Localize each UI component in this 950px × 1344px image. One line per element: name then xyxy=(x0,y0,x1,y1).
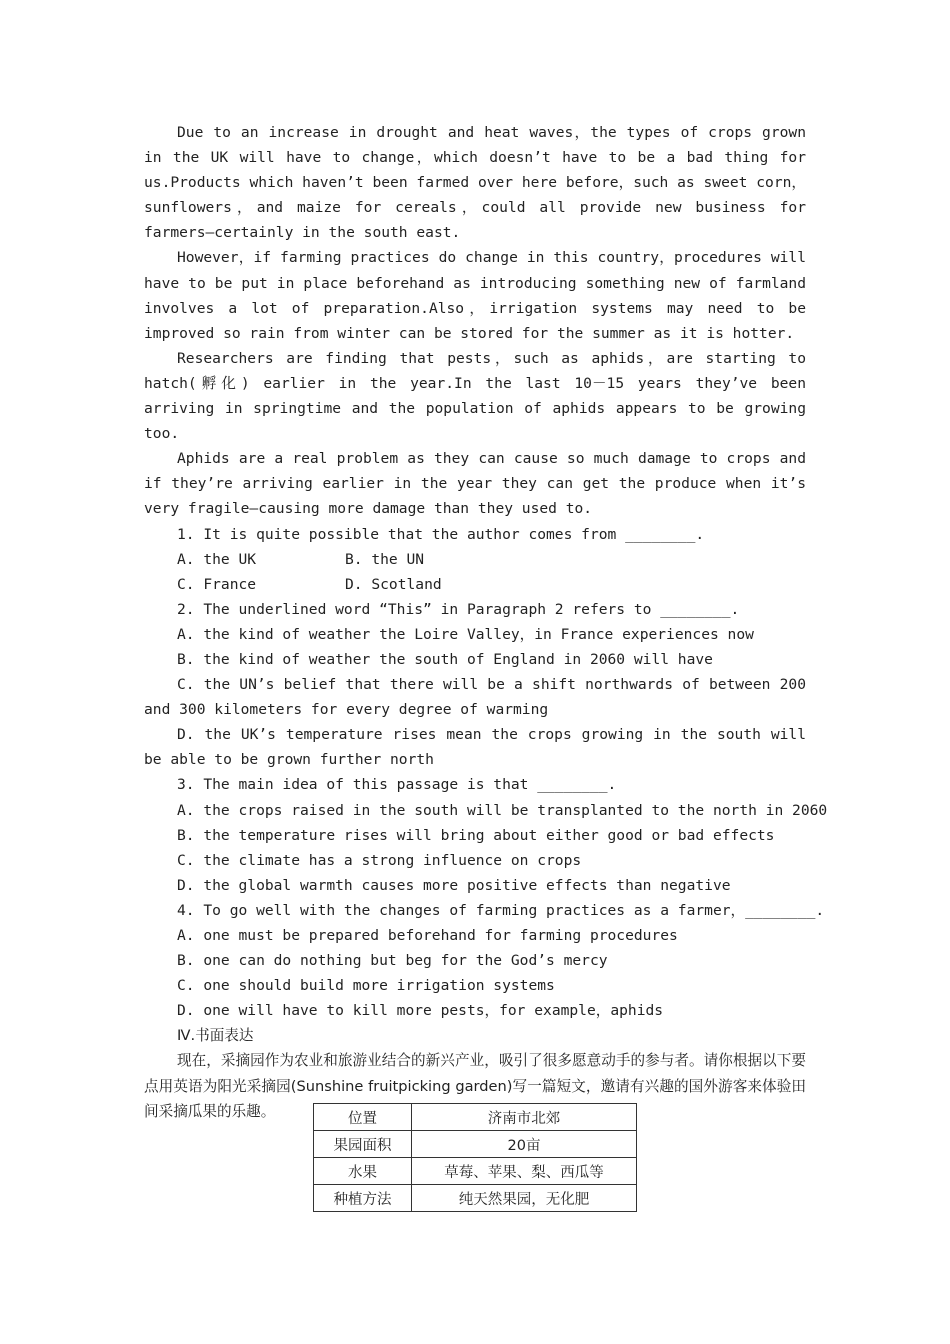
passage-paragraph-1: Due to an increase in drought and heat waves，the types of crops grown in the UK will have to change，which doesn’t have to be a bad thing for us.Products which haven’t been farmed over here before，such as sweet corn，sunflowers，and maize for cereals，could all provide new business for farmers—certainly in the south east. xyxy=(144,124,806,242)
table-key-location: 位置 xyxy=(314,1104,412,1131)
table-key-area: 果园面积 xyxy=(314,1131,412,1158)
question-4-option-d: D. one will have to kill more pests，for example，aphids xyxy=(177,1002,664,1020)
table-row xyxy=(314,1185,637,1212)
question-1-option-a: A. the UK xyxy=(177,550,257,568)
question-1-option-b: B. the UN xyxy=(345,550,425,568)
table-row xyxy=(314,1131,637,1158)
passage-paragraph-3: Researchers are finding that pests，such as aphids，are starting to hatch(孵化) earlier in the year.In the last 10－15 years they’ve been arriving in springtime and the population of aphids appears to be growing too. xyxy=(144,349,806,443)
question-2-option-a: A. the kind of weather the Loire Valley，in France experiences now xyxy=(177,625,754,643)
question-2-option-c: C. the UN’s belief that there will be a shift northwards of between 200 and 300 kilometers for every degree of warming xyxy=(144,676,806,719)
question-2-stem: 2. The underlined word “This” in Paragraph 2 refers to ________. xyxy=(177,600,740,618)
table-row xyxy=(314,1104,637,1131)
table-value-fruit: 草莓、苹果、梨、西瓜等 xyxy=(412,1158,637,1185)
question-2-option-b: B. the kind of weather the south of England in 2060 will have xyxy=(177,650,713,668)
question-2-option-d: D. the UK’s temperature rises mean the crops growing in the south will be able to be grown further north xyxy=(144,726,806,769)
writing-prompt: 现在，采摘园作为农业和旅游业结合的新兴产业，吸引了很多愿意动手的参与者。请你根据以下要点用英语为阳光采摘园(Sunshine fruitpicking garden)写一篇短文，邀请有兴趣的国外游客来体验田间采摘瓜果的乐趣。 xyxy=(144,1052,806,1120)
question-1-option-d: D. Scotland xyxy=(345,575,442,593)
writing-heading: Ⅳ.书面表达 xyxy=(177,1027,254,1045)
passage-paragraph-4: Aphids are a real problem as they can cause so much damage to crops and if they’re arriving earlier in the year they can get the produce when it’s very fragile—causing more damage than they used to. xyxy=(144,450,806,518)
table-value-location: 济南市北郊 xyxy=(412,1104,637,1131)
passage-paragraph-2: However，if farming practices do change in this country，procedures will have to be put in place beforehand as introducing something new of farmland involves a lot of preparation.Also，irrigation systems may need to be improved so rain from winter can be stored for the summer as it is hotter. xyxy=(144,249,806,342)
question-3-option-b: B. the temperature rises will bring about either good or bad effects xyxy=(177,826,775,844)
table-key-method: 种植方法 xyxy=(314,1185,412,1212)
question-1-stem: 1. It is quite possible that the author comes from ________. xyxy=(177,525,705,543)
writing-info-table xyxy=(313,1103,637,1212)
table-key-fruit: 水果 xyxy=(314,1158,412,1185)
question-1-options-row-2 xyxy=(144,572,806,597)
question-4-option-c: C. one should build more irrigation systems xyxy=(177,977,555,995)
question-4-stem: 4. To go well with the changes of farming practices as a farmer，________. xyxy=(177,901,825,919)
table-row xyxy=(314,1158,637,1185)
question-1-options-row-1 xyxy=(144,547,806,572)
text-body xyxy=(144,120,828,1124)
table-value-area: 20亩 xyxy=(412,1131,637,1158)
question-3-option-a: A. the crops raised in the south will be transplanted to the north in 2060 xyxy=(177,801,828,819)
question-1-option-c: C. France xyxy=(177,575,257,593)
question-4-option-b: B. one can do nothing but beg for the God’s mercy xyxy=(177,952,608,970)
table-value-method: 纯天然果园，无化肥 xyxy=(412,1185,637,1212)
question-4-option-a: A. one must be prepared beforehand for farming procedures xyxy=(177,927,678,944)
question-3-stem: 3. The main idea of this passage is that ________. xyxy=(177,776,617,794)
question-3-option-d: D. the global warmth causes more positive effects than negative xyxy=(177,876,731,894)
question-3-option-c: C. the climate has a strong influence on crops xyxy=(177,851,582,869)
